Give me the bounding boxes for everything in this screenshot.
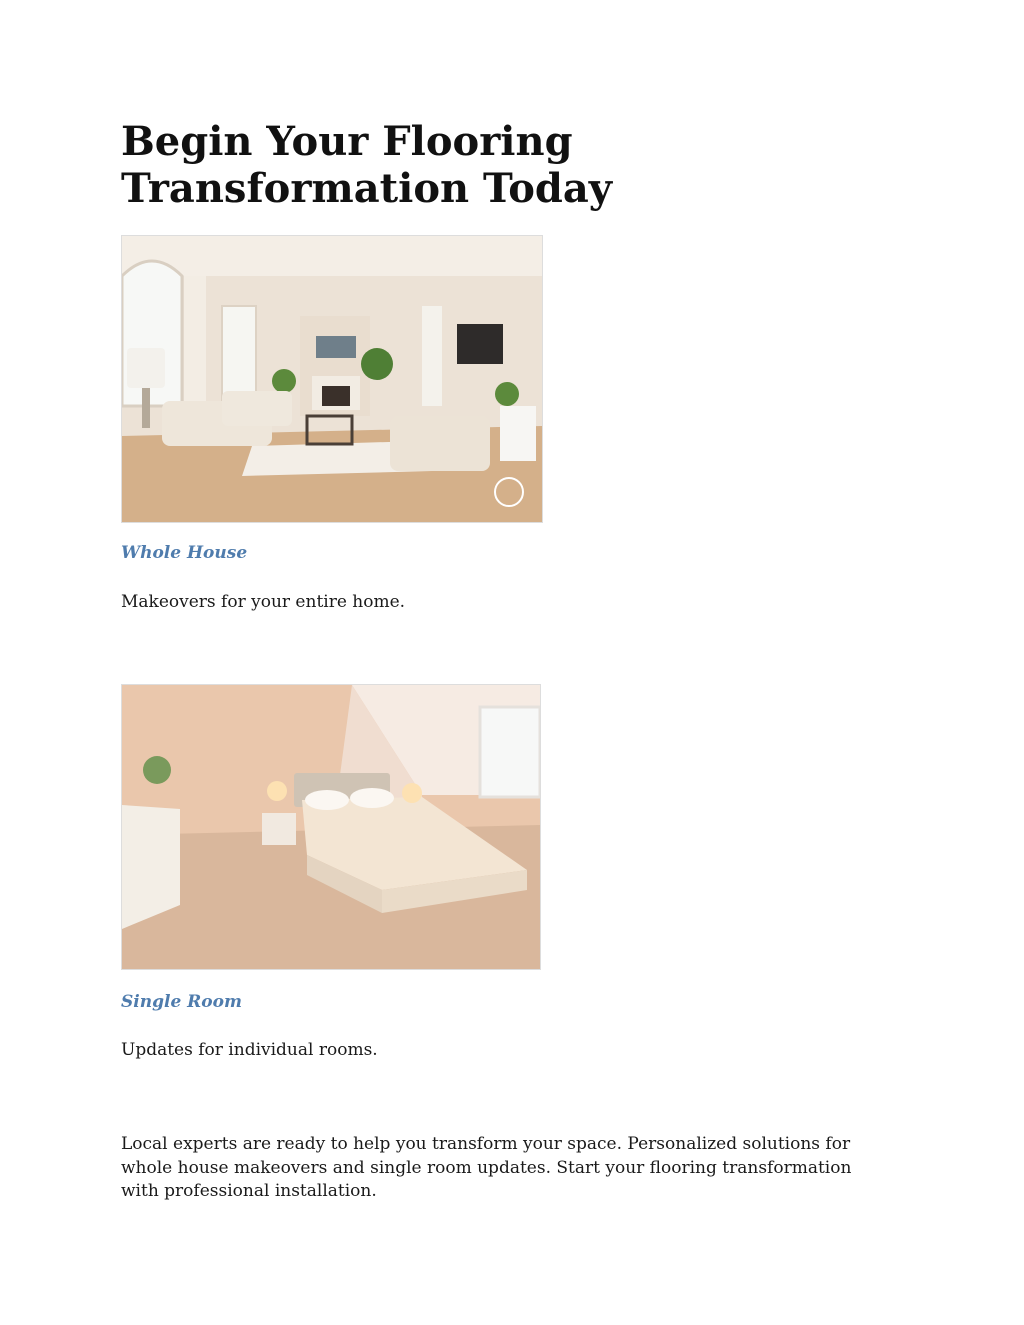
bedroom-photo: [121, 684, 541, 970]
living-room-photo: [121, 235, 543, 523]
card-text-whole-house: Makeovers for your entire home.: [121, 592, 406, 612]
closing-paragraph: Local experts are ready to help you transform your space. Personalized solutions for whole house makeovers and single room updates. Start your flooring transformation with professional installation.: [121, 1134, 852, 1201]
card-heading-single-room: Single Room: [121, 992, 242, 1012]
card-text-single-room: Updates for individual rooms.: [121, 1040, 378, 1060]
card-heading-whole-house: Whole House: [121, 543, 248, 563]
page-title: Begin Your Flooring Transformation Today: [121, 118, 612, 212]
